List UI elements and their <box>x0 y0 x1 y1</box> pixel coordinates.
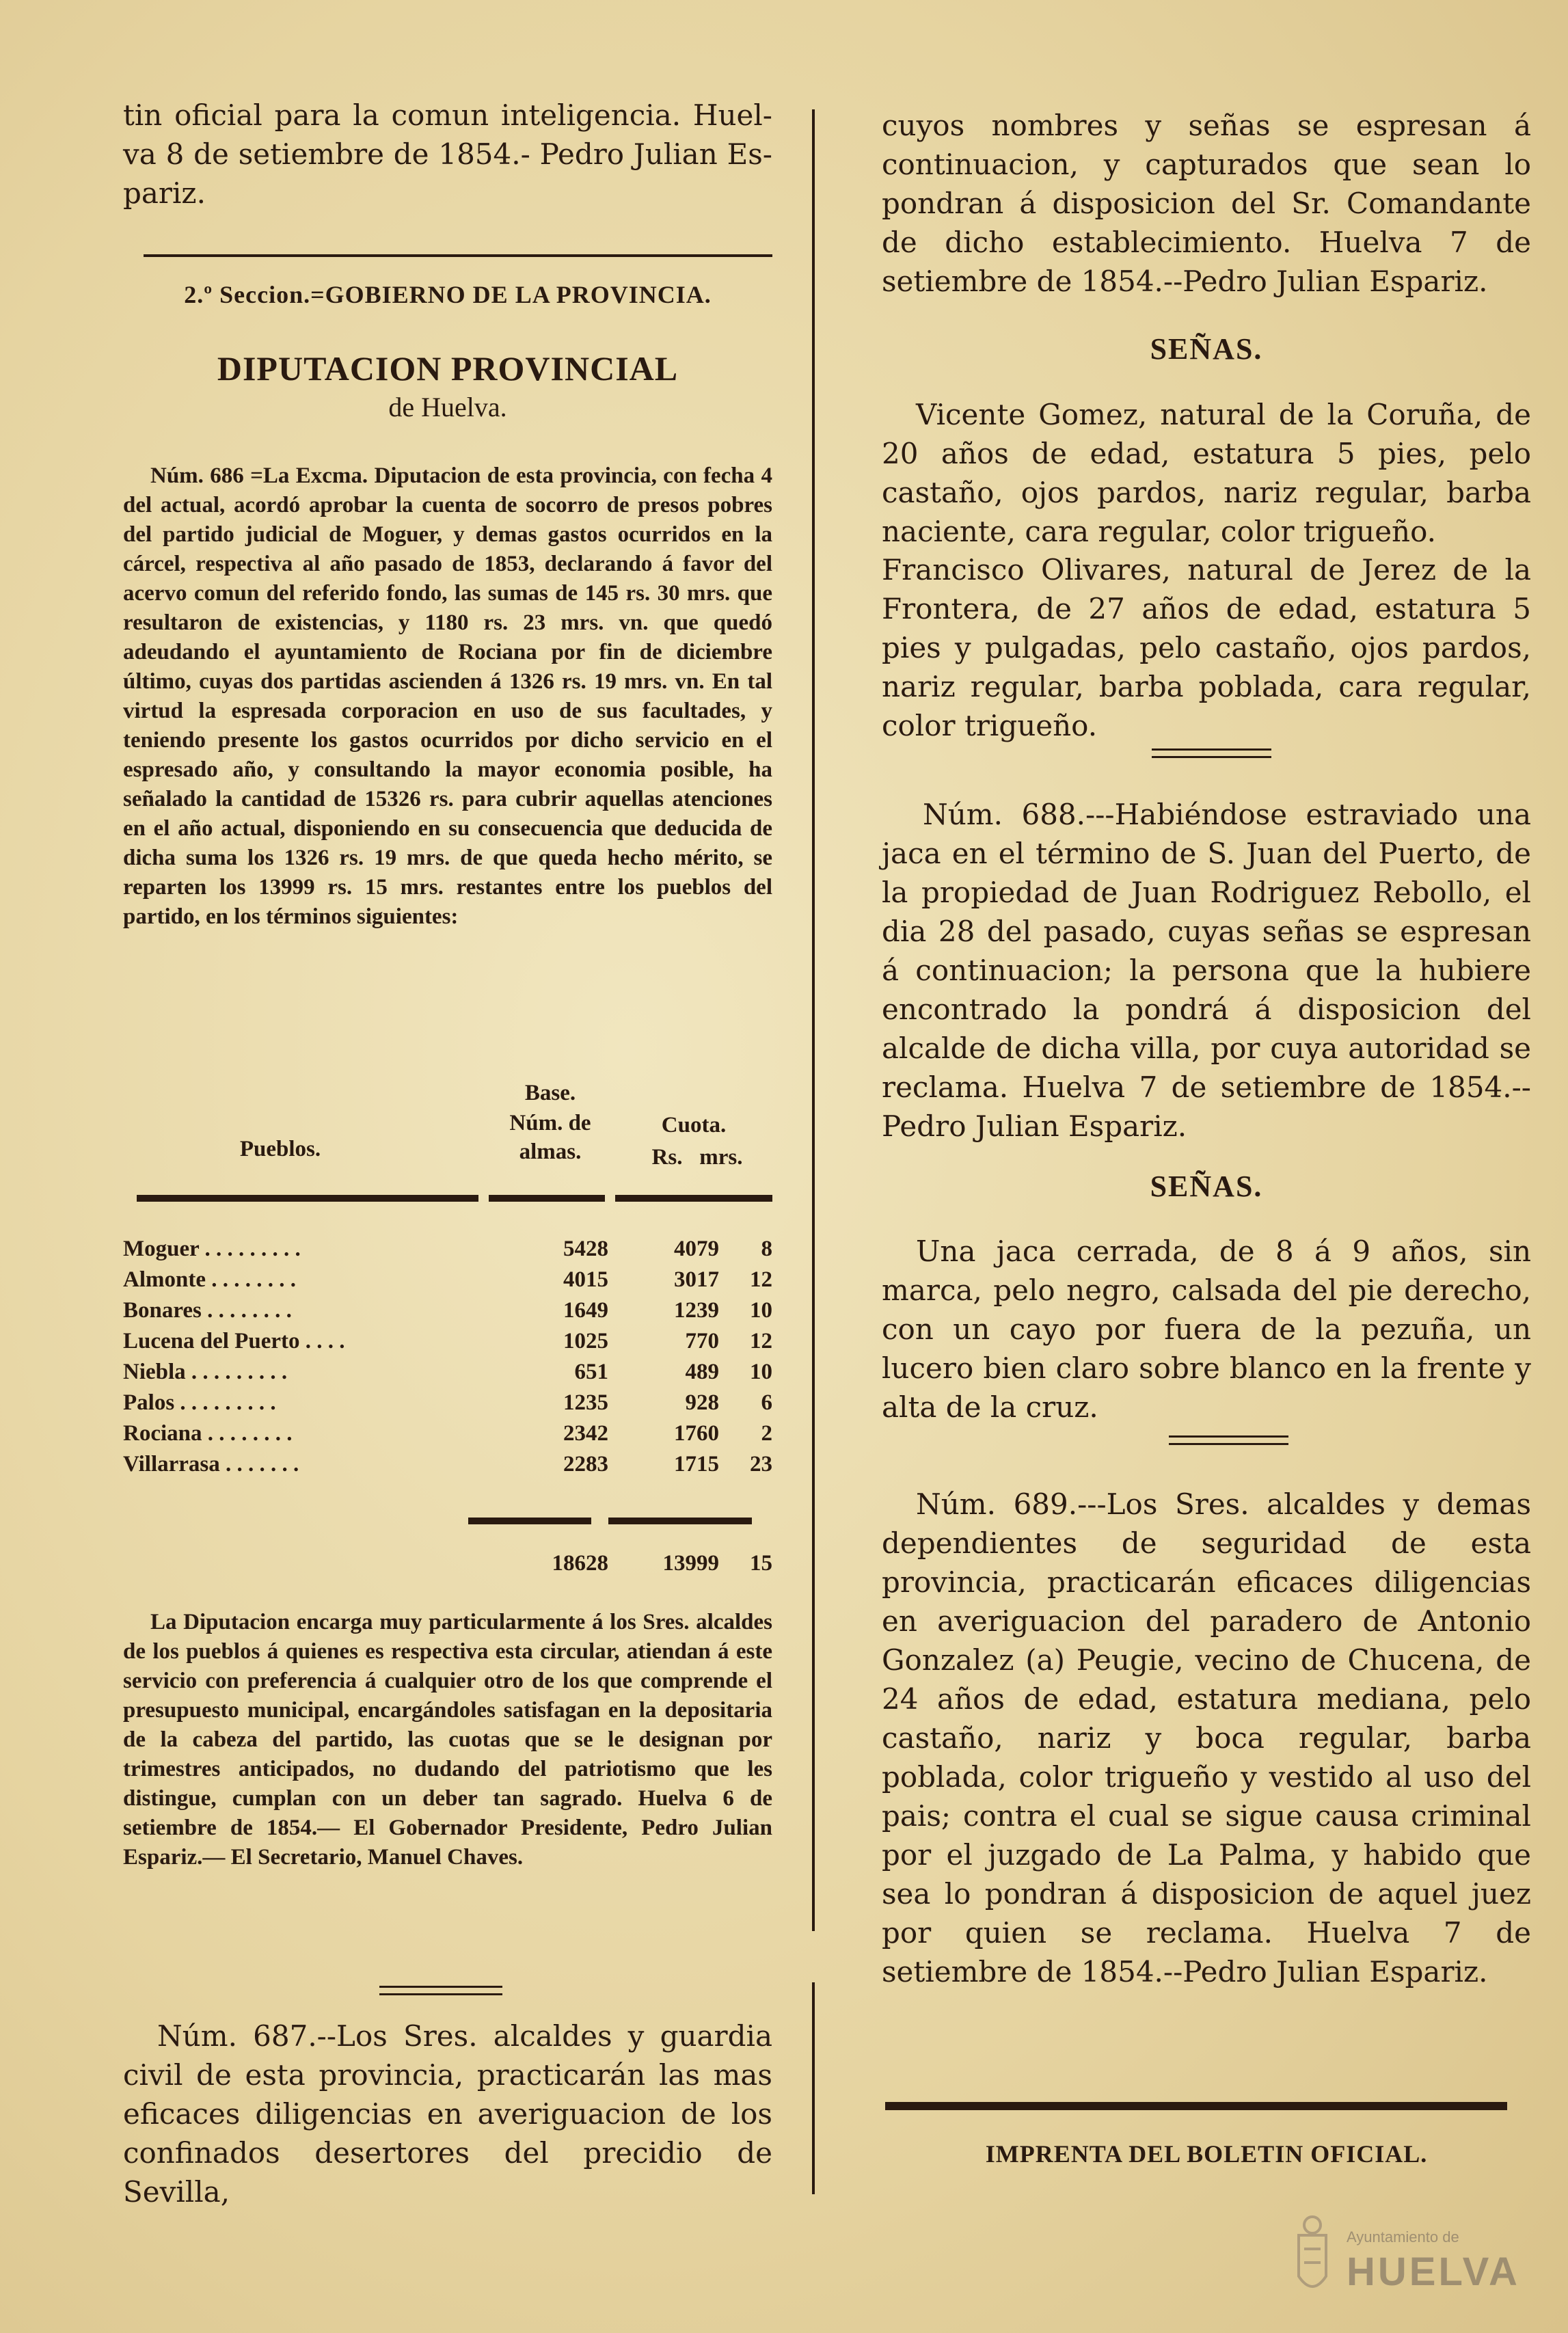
almas-cell: 651 <box>574 1360 608 1384</box>
mrs-cell: 12 <box>750 1267 772 1292</box>
senas-heading: SEÑAS. <box>1150 332 1263 366</box>
almas-cell: 5428 <box>563 1237 608 1261</box>
table-row: Niebla . . . . . . . . . 651 489 10 <box>123 1357 772 1388</box>
diputacion-title: DIPUTACION PROVINCIAL <box>217 349 679 388</box>
num688-paragraph: Núm. 688.---Habiéndose estraviado una jaca en el término de S. Juan del Puerto, de la propiedad de Juan Rodriguez Rebollo, el dia 28 del pasado, cuyas señas se espresan á continuacion; la persona que la hubiere encontrado la pondrá á disposicion del alcalde de dicha villa, por cuya autoridad se reclama. Huelva 7 de setiembre de 1854.--Pedro Julian Espariz. <box>882 798 1531 1143</box>
almas-cell: 2342 <box>563 1421 608 1446</box>
pueblo-name: Palos <box>123 1390 175 1415</box>
table-header-cuota: Cuota. <box>661 1113 727 1137</box>
table-header-bar-pueblos <box>137 1195 478 1202</box>
totals-bar-almas <box>468 1518 591 1524</box>
footer-rule <box>885 2102 1507 2110</box>
table-header-bar-almas <box>489 1195 605 1202</box>
pueblo-name: Niebla <box>123 1360 186 1384</box>
rs-cell: 489 <box>685 1360 719 1384</box>
rs-cell: 1760 <box>674 1421 719 1446</box>
senas-jaca: Una jaca cerrada, de 8 á 9 años, sin marca, pelo negro, calsada del pie derecho, con un cayo por fuera de la pezuña, un lucero bien claro sobre blanco en la frente y alta de la cruz. <box>882 1235 1531 1424</box>
table-header-almas: Núm. de almas. <box>509 1111 591 1164</box>
table-row: Villarrasa . . . . . . . 2283 1715 23 <box>123 1449 772 1480</box>
almas-cell: 4015 <box>563 1267 608 1292</box>
total-rs: 13999 <box>662 1551 719 1576</box>
senas-heading-2: SEÑAS. <box>1150 1170 1263 1203</box>
pueblo-name: Lucena del Puerto <box>123 1329 300 1353</box>
table-header-base: Base. <box>524 1081 576 1105</box>
column-divider <box>812 109 815 1931</box>
almas-cell: 1649 <box>563 1298 608 1323</box>
mrs-cell: 10 <box>750 1298 772 1323</box>
table-row: Bonares . . . . . . . . 1649 1239 10 <box>123 1295 772 1326</box>
num686-paragraph: Núm. 686 =La Excma. Diputacion de esta provincia, con fecha 4 del actual, acordó aprobar la cuenta de socorro de presos pobres del partido judicial de Moguer, y demas gastos ocurridos en la cárcel, respectiva al año pasado de 1853, declarando á favor del acervo comun del referido fondo, las sumas de 145 rs. 30 mrs. que resultaron de existencias, y 1180 rs. 23 mrs. vn. que quedó adeudando el ayuntamiento de Rociana por fin de diciembre último, cuyas dos partidas ascienden á 1326 rs. 19 mrs. vn. En tal virtud la espresada corporacion en uso de sus facultades, y teniendo presente los gastos ocurridos por dicho servicio en el espresado año, y consultando la mayor economia posible, ha señalado la cantidad de 15326 rs. para cubrir aquellas atenciones en el año actual, disponiendo en su consecuencia que deducida de dicha suma los 1326 rs. 19 mrs. de que queda hecho mérito, se reparten los 13999 rs. 15 mrs. restantes entre los pueblos del partido, en los términos siguientes: <box>123 463 772 929</box>
table-header-rs-mrs: Rs. mrs. <box>651 1145 743 1170</box>
table-row: Lucena del Puerto . . . . 1025 770 12 <box>123 1326 772 1357</box>
diputacion-subtitle: de Huelva. <box>388 392 507 422</box>
mrs-cell: 12 <box>750 1329 772 1353</box>
almas-cell: 1235 <box>563 1390 608 1415</box>
senas-francisco: Francisco Olivares, natural de Jerez de la Frontera, de 27 años de edad, estatura 5 pies y pulgadas, pelo castaño, ojos pardos, nariz regular, barba poblada, cara regular, color trigueño. <box>882 553 1531 742</box>
encarga-paragraph: La Diputacion encarga muy particularmente á los Sres. alcaldes de los pueblos á quienes es respectiva esta circular, atiendan á este servicio con preferencia á cualquier otro de los que comprende el presupuesto municipal, encargándoles satisfagan en la depositaria de la cabeza del partido, las cuotas que se le designan por trimestres anticipados, no dudando del patriotismo que les distingue, cumplan con un deber tan sagrado. Huelva 6 de setiembre de 1854.— El Gobernador Presidente, Pedro Julian Espariz.— El Secretario, Manuel Chaves. <box>123 1610 772 1870</box>
pueblo-name: Almonte <box>123 1267 206 1292</box>
rs-cell: 3017 <box>674 1267 719 1292</box>
intro-paragraph: tin oficial para la comun inteligencia. Huel-va 8 de setiembre de 1854.- Pedro Julian Es-pariz. <box>123 98 772 210</box>
rs-cell: 1715 <box>674 1452 719 1476</box>
almas-cell: 2283 <box>563 1452 608 1476</box>
table-row: Almonte . . . . . . . . 4015 3017 12 <box>123 1265 772 1295</box>
table-row: Moguer . . . . . . . . . 5428 4079 8 <box>123 1234 772 1265</box>
ornament-rule <box>1169 1435 1288 1445</box>
table-header-pueblos: Pueblos. <box>239 1137 321 1161</box>
pueblo-name: Rociana <box>123 1421 202 1446</box>
num687-paragraph: Núm. 687.--Los Sres. alcaldes y guardia civil de esta provincia, practicarán las mas eficaces diligencias en averiguacion de los confinados desertores del precidio de Sevilla, <box>123 2019 772 2209</box>
watermark-line1: Ayuntamiento de <box>1347 2228 1459 2246</box>
ornament-rule <box>1152 749 1271 758</box>
rs-cell: 770 <box>685 1329 719 1353</box>
num689-paragraph: Núm. 689.---Los Sres. alcaldes y demas dependientes de seguridad de esta provincia, practicarán eficaces diligencias en averiguacion del paradero de Antonio Gonzalez (a) Peugie, vecino de Chucena, de 24 años de edad, estatura mediana, pelo castaño, nariz y boca regular, barba poblada, color trigueño y vestido al uso del pais; contra el cual se sigue causa criminal por el juzgado de La Palma, y habido que sea lo pondran á disposicion de aquel juez por quien se reclama. Huelva 7 de setiembre de 1854.--Pedro Julian Espariz. <box>882 1487 1531 1988</box>
section-header: 2.º Seccion.=GOBIERNO DE LA PROVINCIA. <box>184 281 712 308</box>
table-header-bar-cuota <box>615 1195 772 1202</box>
printer-footer: IMPRENTA DEL BOLETIN OFICIAL. <box>985 2140 1428 2168</box>
totals-row-table <box>123 1548 772 1579</box>
watermark-line2: HUELVA <box>1347 2250 1520 2294</box>
huelva-watermark <box>1285 2208 1531 2310</box>
pueblo-name: Villarrasa <box>123 1452 220 1476</box>
total-mrs: 15 <box>750 1551 772 1576</box>
pueblos-table <box>123 1234 772 1480</box>
ornament-rule <box>379 1986 502 1995</box>
almas-cell: 1025 <box>563 1329 608 1353</box>
totals-row <box>123 1548 772 1579</box>
column-divider-lower <box>812 1982 815 2194</box>
mrs-cell: 10 <box>750 1360 772 1384</box>
table-row: Palos . . . . . . . . . 1235 928 6 <box>123 1388 772 1418</box>
rs-cell: 4079 <box>674 1237 719 1261</box>
mrs-cell: 6 <box>761 1390 772 1415</box>
mrs-cell: 23 <box>750 1452 772 1476</box>
total-almas: 18628 <box>552 1551 608 1576</box>
rs-cell: 928 <box>685 1390 719 1415</box>
continuation-paragraph: cuyos nombres y señas se espresan á continuacion, y capturados que sean lo pondran á disposicion del Sr. Comandante de dicho establecimiento. Huelva 7 de setiembre de 1854.--Pedro Julian Espariz. <box>882 109 1531 298</box>
separator-rule <box>144 254 772 257</box>
pueblo-name: Bonares <box>123 1298 202 1323</box>
pueblo-name: Moguer <box>123 1237 200 1261</box>
rs-cell: 1239 <box>674 1298 719 1323</box>
totals-bar-cuota <box>608 1518 752 1524</box>
senas-vicente: Vicente Gomez, natural de la Coruña, de 20 años de edad, estatura 5 pies, pelo castaño, ojos pardos, nariz regular, barba naciente, cara regular, color trigueño. <box>882 398 1531 548</box>
mrs-cell: 8 <box>761 1237 772 1261</box>
table-row: Rociana . . . . . . . . 2342 1760 2 <box>123 1418 772 1449</box>
mrs-cell: 2 <box>761 1421 772 1446</box>
